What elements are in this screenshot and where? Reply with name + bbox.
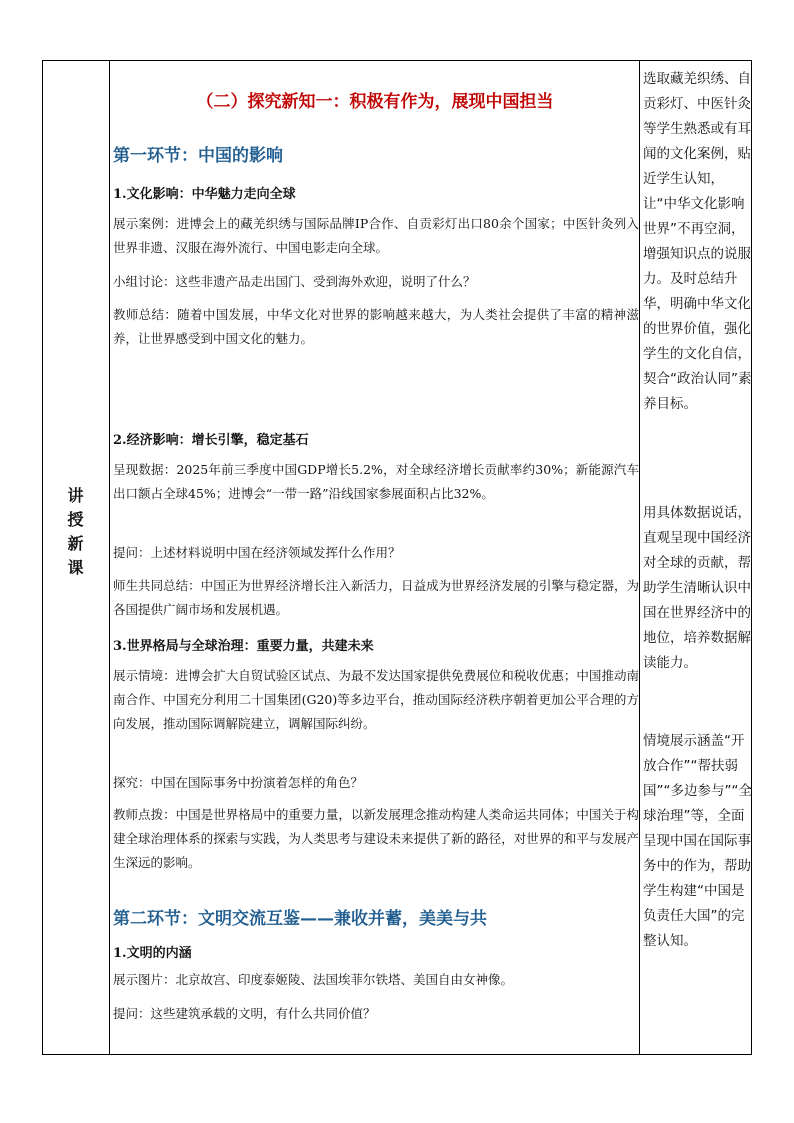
stage-label: 讲授新课 — [67, 486, 85, 577]
note-culture: 选取藏羌织绣、自贡彩灯、中医针灸等学生熟悉或有耳闻的文化案例，贴近学生认知，让“中华文化影响世界”不再空洞，增强知识点的说服力。及时总结升华，明确中华文化的世界价值，强化学生的文化自信，契合“政治认同”素养目标。 — [643, 71, 752, 412]
part2-heading: 第二环节：文明交流互鉴——兼收并蓄，美美与共 — [113, 909, 487, 929]
economy-data: 呈现数据：2025年前三季度中国GDP增长5.2%，对全球经济增长贡献率约30%；新能源汽车出口额占全球45%；进博会“一带一路”沿线国家参展面积占比32%。 — [113, 462, 639, 501]
governance-guide: 教师点拨：中国是世界格局中的重要力量，以新发展理念推动构建人类命运共同体；中国关于构建全球治理体系的探索与实践，为人类思考与建设未来提供了新的路径，对世界的和平与发展产生深远的影响。 — [113, 807, 639, 870]
economy-question: 提问：上述材料说明中国在经济领域发挥什么作用？ — [113, 545, 401, 560]
column-divider-left — [109, 61, 110, 1054]
section-title: （二）探究新知一：积极有作为，展现中国担当 — [196, 92, 554, 112]
culture-case: 展示案例：进博会上的藏羌织绣与国际品牌IP合作、自贡彩灯出口80余个国家；中医针灸列入世界非遗、汉服在海外流行、中国电影走向全球。 — [113, 216, 639, 255]
part1-heading: 第一环节：中国的影响 — [113, 146, 283, 166]
civilization-meaning-title: 1.文明的内涵 — [113, 946, 192, 961]
civilization-question: 提问：这些建筑承载的文明，有什么共同价值？ — [113, 1006, 376, 1021]
governance-title: 3.世界格局与全球治理：重要力量，共建未来 — [113, 639, 374, 654]
stage-cell — [43, 61, 109, 1054]
note-governance: 情境展示涵盖“开放合作”“帮扶弱国”“多边参与”“全球治理”等，全面呈现中国在国际事务中的作为，帮助学生构建“中国是负责任大国”的完整认知。 — [643, 733, 752, 949]
economy-title: 2.经济影响：增长引擎，稳定基石 — [113, 433, 309, 448]
lesson-table — [42, 60, 752, 1055]
note-economy: 用具体数据说话，直观呈现中国经济对全球的贡献，帮助学生清晰认识中国在世界经济中的地位，培养数据解读能力。 — [643, 505, 751, 671]
governance-explore: 探究：中国在国际事务中扮演着怎样的角色？ — [113, 775, 364, 790]
culture-discussion: 小组讨论：这些非遗产品走出国门、受到海外欢迎，说明了什么？ — [113, 274, 476, 289]
teaching-content — [111, 61, 639, 1054]
governance-situation: 展示情境：进博会扩大自贸试验区试点、为最不发达国家提供免费展位和税收优惠；中国推动南南合作、中国充分利用二十国集团(G20)等多边平台，推动国际经济秩序朝着更加公平合理的方向发展，推动国际调解院建立，调解国际纠纷。 — [113, 668, 639, 731]
civilization-pictures: 展示图片：北京故宫、印度泰姬陵、法国埃菲尔铁塔、美国自由女神像。 — [113, 972, 514, 987]
design-notes — [641, 61, 753, 1054]
economy-summary: 师生共同总结：中国正为世界经济增长注入新活力，日益成为世界经济发展的引擎与稳定器，为各国提供广阔市场和发展机遇。 — [113, 578, 639, 617]
column-divider-right — [639, 61, 640, 1054]
culture-summary: 教师总结：随着中国发展，中华文化对世界的影响越来越大，为人类社会提供了丰富的精神滋养，让世界感受到中国文化的魅力。 — [113, 307, 639, 346]
culture-title: 1.文化影响：中华魅力走向全球 — [113, 187, 296, 202]
